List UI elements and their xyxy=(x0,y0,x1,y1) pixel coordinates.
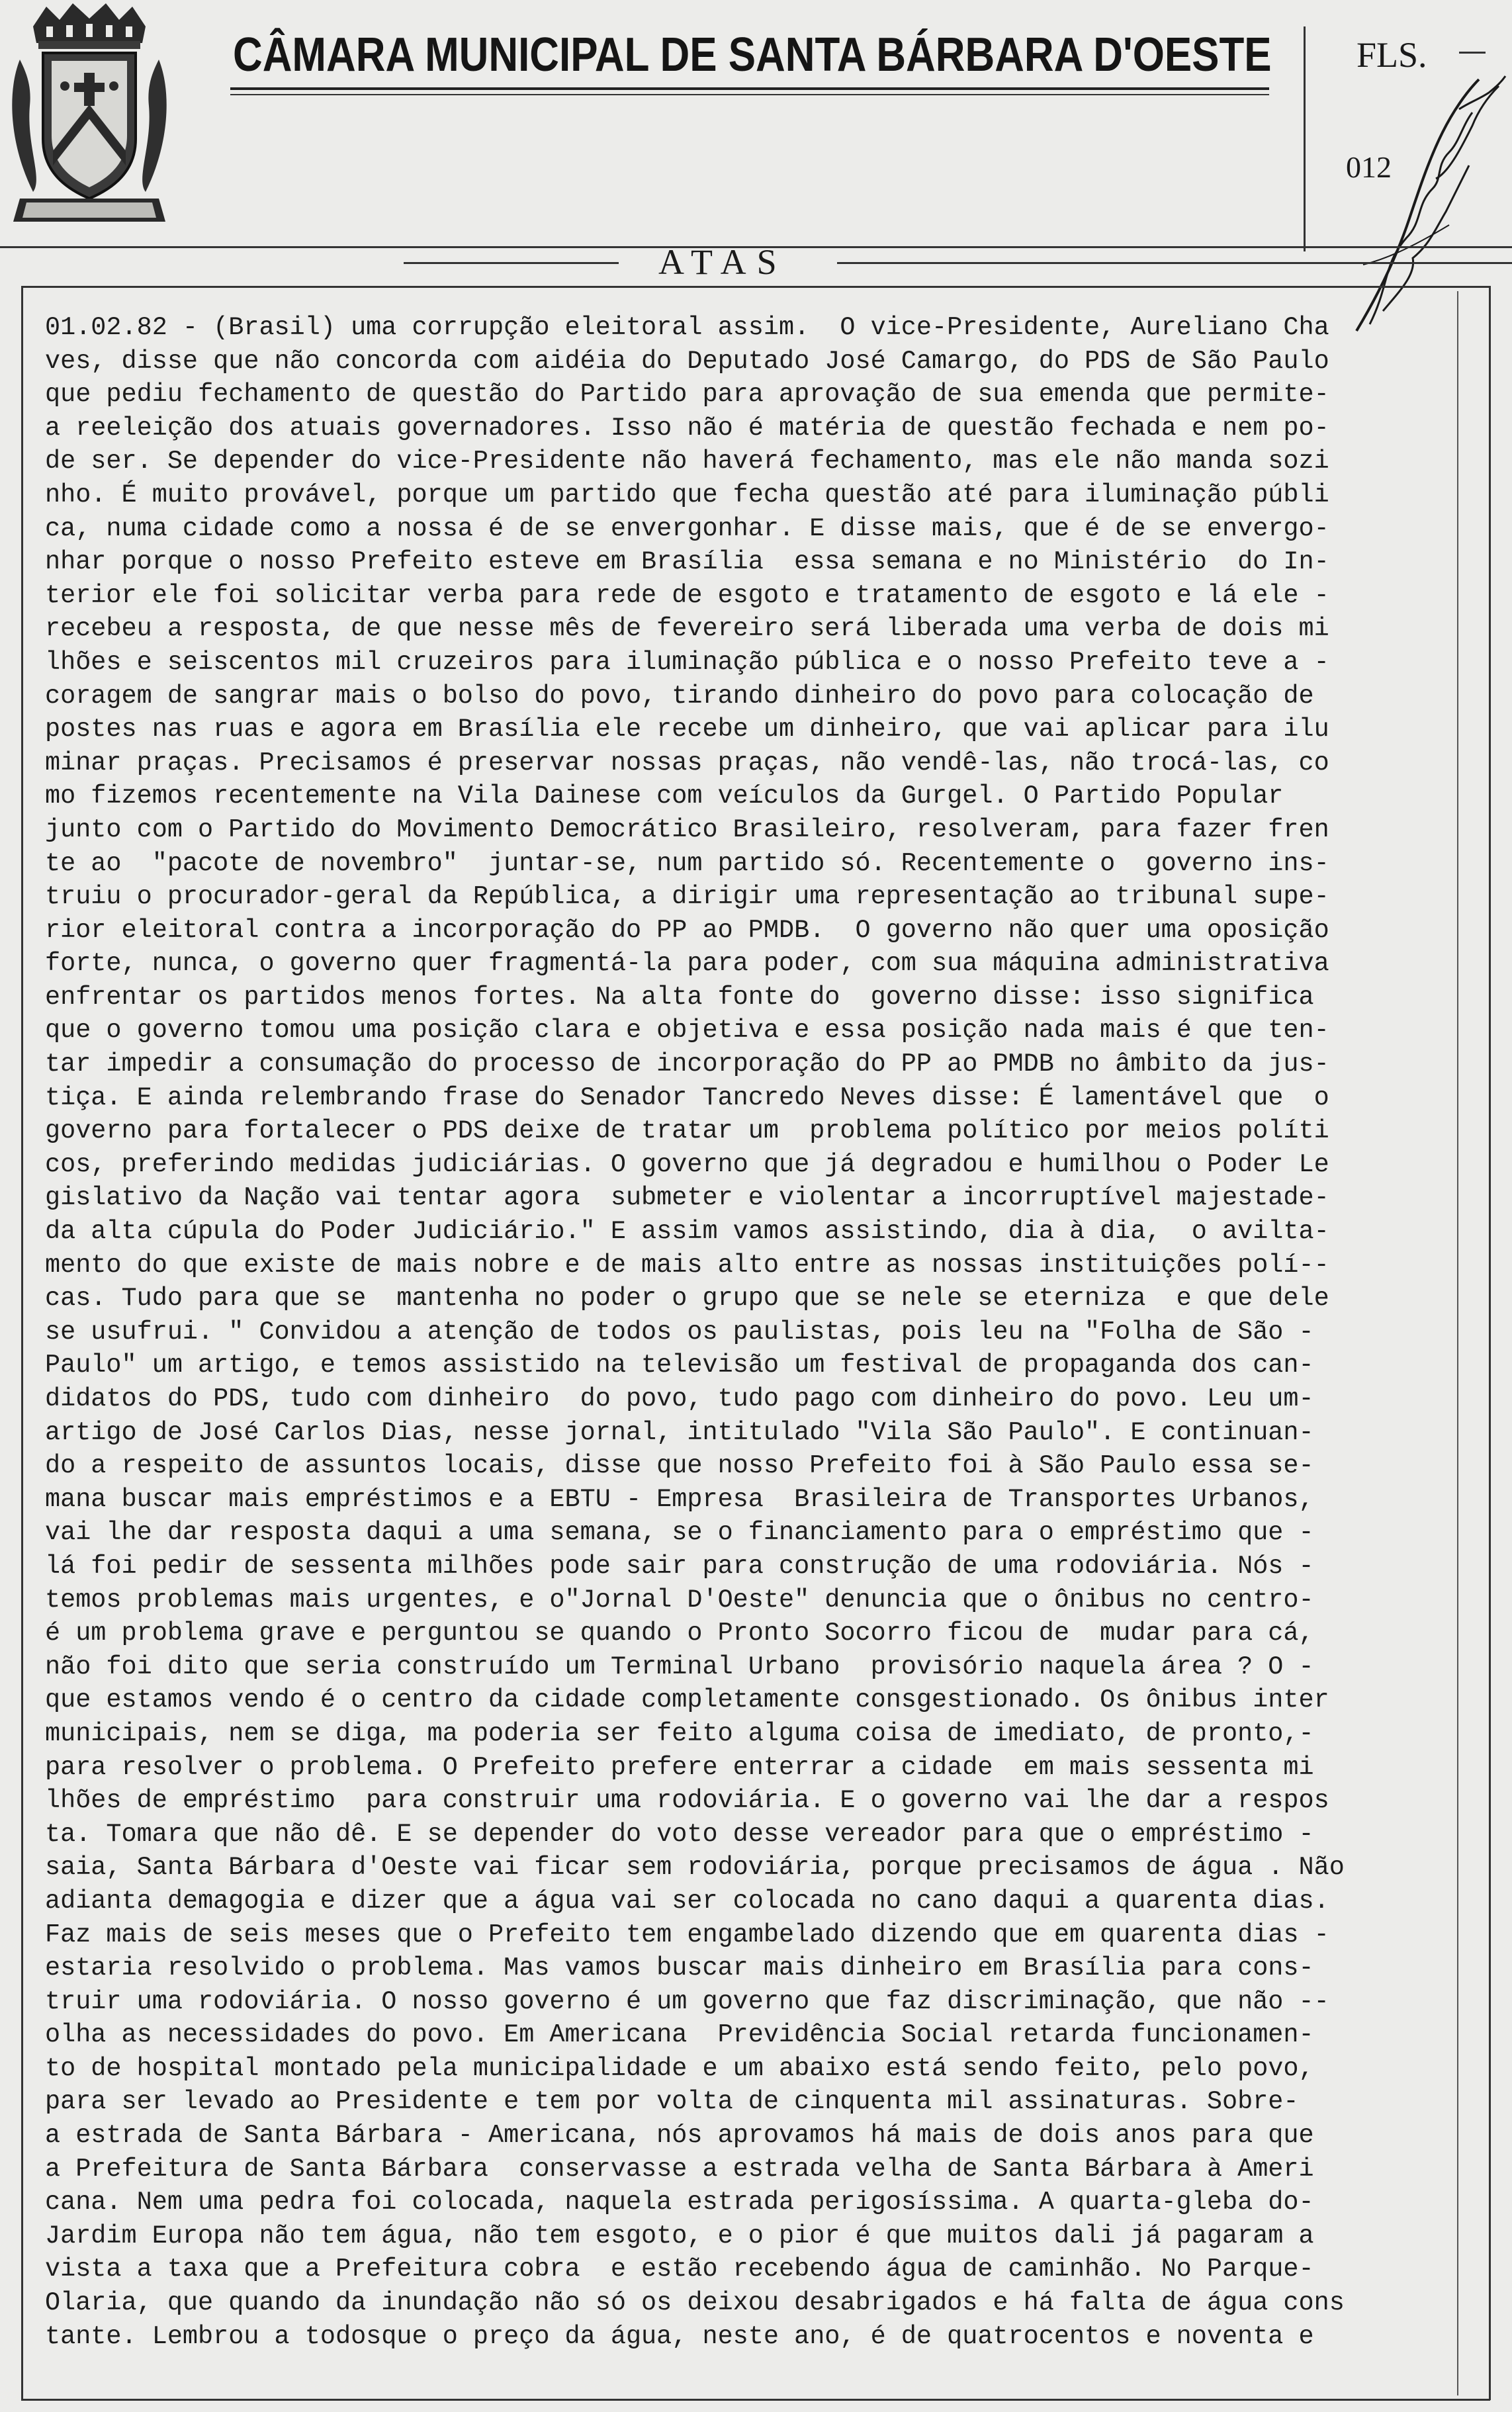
text-frame-right xyxy=(1489,286,1491,2400)
title-underline-secondary xyxy=(230,94,1269,95)
text-line: adianta demagogia e dizer que a água vai ser colocada no cano daqui a quarenta dias. xyxy=(45,1886,1329,1916)
text-line: que o governo tomou uma posição clara e objetiva e essa posição nada mais é que ten- xyxy=(45,1016,1329,1046)
section-title: ATAS xyxy=(658,242,787,282)
text-line: artigo de José Carlos Dias, nesse jornal, intitulado "Vila São Paulo". E continuan- xyxy=(45,1417,1314,1447)
text-frame-top xyxy=(21,286,1490,288)
text-line: Jardim Europa não tem água, não tem esgoto, e o pior é que muitos dali já pagaram a xyxy=(45,2221,1314,2251)
text-line: Faz mais de seis meses que o Prefeito tem engambelado dizendo que em quarenta dias - xyxy=(45,1920,1329,1949)
title-underline xyxy=(230,87,1269,90)
text-line: é um problema grave e perguntou se quando o Pronto Socorro ficou de mudar para cá, xyxy=(45,1619,1314,1648)
text-line: didatos do PDS, tudo com dinheiro do povo, tudo pago com dinheiro do povo. Leu um- xyxy=(45,1384,1314,1413)
text-line: a reeleição dos atuais governadores. Isso não é matéria de questão fechada e nem po- xyxy=(45,413,1329,443)
institution-title: CÂMARA MUNICIPAL DE SANTA BÁRBARA D'OESTE xyxy=(233,28,1272,81)
section-rule-right xyxy=(837,262,1512,264)
text-line: para resolver o problema. O Prefeito prefere enterrar a cidade em mais sessenta mi xyxy=(45,1752,1314,1782)
text-line: ves, disse que não concorda com aidéia do Deputado José Camargo, do PDS de São Paulo xyxy=(45,346,1329,376)
text-line: não foi dito que seria construído um Terminal Urbano provisório naquela área ? O - xyxy=(45,1652,1314,1681)
text-line: mo fizemos recentemente na Vila Dainese com veículos da Gurgel. O Partido Popular xyxy=(45,782,1284,811)
text-line: cos, preferindo medidas judiciárias. O governo que já degradou e humilhou o Poder Le xyxy=(45,1149,1329,1179)
text-line: to de hospital montado pela municipalidade e um abaixo está sendo feito, pelo povo, xyxy=(45,2053,1314,2083)
text-line: ta. Tomara que não dê. E se depender do voto desse vereador para que o empréstimo - xyxy=(45,1819,1314,1849)
text-line: temos problemas mais urgentes, e o"Jornal D'Oeste" denuncia que o ônibus no centro- xyxy=(45,1585,1314,1615)
text-line: saia, Santa Bárbara d'Oeste vai ficar sem rodoviária, porque precisamos de água . Não xyxy=(45,1853,1345,1883)
text-line: lá foi pedir de sessenta milhões pode sair para construção de uma rodoviária. Nós - xyxy=(45,1551,1314,1581)
text-line: nhar porque o nosso Prefeito esteve em Brasília essa semana e no Ministério do In- xyxy=(45,547,1329,577)
folio-label: FLS. xyxy=(1356,35,1427,75)
text-line: para ser levado ao Presidente e tem por volta de cinquenta mil assinaturas. Sobre- xyxy=(45,2087,1299,2117)
text-line: tiça. E ainda relembrando frase do Senador Tancredo Neves disse: É lamentável que o xyxy=(45,1083,1329,1112)
text-line: minar praças. Precisamos é preservar nossas praças, não vendê-las, não trocá-las, co xyxy=(45,748,1329,778)
text-frame-bottom xyxy=(21,2399,1490,2401)
text-line: vista a taxa que a Prefeitura cobra e estão recebendo água de caminhão. No Parque- xyxy=(45,2255,1314,2284)
text-line: cas. Tudo para que se mantenha no poder o grupo que se nele se eterniza e que dele xyxy=(45,1284,1329,1314)
text-line: ca, numa cidade como a nossa é de se envergonhar. E disse mais, que é de se envergo- xyxy=(45,514,1329,543)
text-line: truiu o procurador-geral da República, a dirigir uma representação ao tribunal supe- xyxy=(45,882,1329,912)
text-line: coragem de sangrar mais o bolso do povo, tirando dinheiro do povo para colocação de xyxy=(45,681,1314,711)
municipal-seal-icon xyxy=(7,0,172,238)
text-line: de ser. Se depender do vice-Presidente não haverá fechamento, mas ele não manda sozi xyxy=(45,447,1329,476)
text-line: municipais, nem se diga, ma poderia ser feito alguma coisa de imediato, de pronto,- xyxy=(45,1719,1314,1748)
page-number: 012 xyxy=(1346,150,1392,184)
text-line: cana. Nem uma pedra foi colocada, naquela estrada perigosíssima. A quarta-gleba do- xyxy=(45,2188,1314,2217)
minutes-body-text xyxy=(45,311,1468,2353)
text-line: a estrada de Santa Bárbara - Americana, nós aprovamos há mais de dois anos para que xyxy=(45,2121,1314,2151)
text-line: nho. É muito provável, porque um partido que fecha questão até para iluminação públi xyxy=(45,480,1329,510)
text-line: recebeu a resposta, de que nesse mês de fevereiro será liberada uma verba de dois mi xyxy=(45,614,1329,644)
text-frame-left xyxy=(21,286,23,2400)
text-line: da alta cúpula do Poder Judiciário." E assim vamos assistindo, dia à dia, o avilta- xyxy=(45,1217,1329,1247)
text-line: lhões de empréstimo para construir uma rodoviária. E o governo vai lhe dar a respos xyxy=(45,1786,1329,1816)
text-line: Olaria, que quando da inundação não só os deixou desabrigados e há falta de água cons xyxy=(45,2288,1345,2318)
text-line: mento do que existe de mais nobre e de mais alto entre as nossas instituições polí-- xyxy=(45,1250,1329,1280)
text-line: tante. Lembrou a todosque o preço da água, neste ano, é de quatrocentos e noventa e xyxy=(45,2321,1314,2351)
text-line: 01.02.82 - (Brasil) uma corrupção eleitoral assim. O vice-Presidente, Aureliano Cha xyxy=(45,313,1329,342)
text-line: postes nas ruas e agora em Brasília ele recebe um dinheiro, que vai aplicar para ilu xyxy=(45,715,1329,744)
text-line: rior eleitoral contra a incorporação do PP ao PMDB. O governo não quer uma oposição xyxy=(45,915,1329,945)
text-line: forte, nunca, o governo quer fragmentá-la para poder, com sua máquina administrativa xyxy=(45,949,1329,979)
text-line: enfrentar os partidos menos fortes. Na alta fonte do governo disse: isso significa xyxy=(45,982,1314,1012)
section-rule-left xyxy=(404,262,619,264)
handwritten-signature-icon xyxy=(1337,46,1509,337)
text-line: que pediu fechamento de questão do Partido para aprovação de sua emenda que permite- xyxy=(45,380,1329,410)
text-line: que estamos vendo é o centro da cidade completamente consgestionado. Os ônibus inter xyxy=(45,1685,1329,1715)
text-line: mana buscar mais empréstimos e a EBTU - Empresa Brasileira de Transportes Urbanos, xyxy=(45,1484,1314,1514)
text-line: gislativo da Nação vai tentar agora submeter e violentar a incorruptível majestade- xyxy=(45,1183,1329,1213)
text-line: terior ele foi solicitar verba para rede de esgoto e tratamento de esgoto e lá ele - xyxy=(45,580,1329,610)
text-line: te ao "pacote de novembro" juntar-se, num partido só. Recentemente o governo ins- xyxy=(45,848,1329,878)
text-line: governo para fortalecer o PDS deixe de tratar um problema político por meios políti xyxy=(45,1116,1329,1146)
folio-divider xyxy=(1304,26,1306,251)
text-line: Paulo" um artigo, e temos assistido na televisão um festival de propaganda dos can- xyxy=(45,1351,1314,1380)
text-line: se usufrui. " Convidou a atenção de todos os paulistas, pois leu na "Folha de São - xyxy=(45,1317,1314,1347)
text-line: tar impedir a consumação do processo de incorporação do PP ao PMDB no âmbito da jus- xyxy=(45,1050,1329,1079)
text-line: lhões e seiscentos mil cruzeiros para iluminação pública e o nosso Prefeito teve a - xyxy=(45,647,1329,677)
text-line: do a respeito de assuntos locais, disse que nosso Prefeito foi à São Paulo essa se- xyxy=(45,1451,1314,1481)
text-line: a Prefeitura de Santa Bárbara conservasse a estrada velha de Santa Bárbara à Ameri xyxy=(45,2154,1314,2184)
text-line: olha as necessidades do povo. Em Americana Previdência Social retarda funcionamen- xyxy=(45,2020,1314,2050)
text-line: truir uma rodoviária. O nosso governo é um governo que faz discriminação, que não -- xyxy=(45,1987,1329,2016)
text-line: junto com o Partido do Movimento Democrático Brasileiro, resolveram, para fazer fren xyxy=(45,815,1329,844)
text-line: estaria resolvido o problema. Mas vamos buscar mais dinheiro em Brasília para cons- xyxy=(45,1953,1314,1983)
text-line: vai lhe dar resposta daqui a uma semana, se o financiamento para o empréstimo que - xyxy=(45,1518,1314,1548)
